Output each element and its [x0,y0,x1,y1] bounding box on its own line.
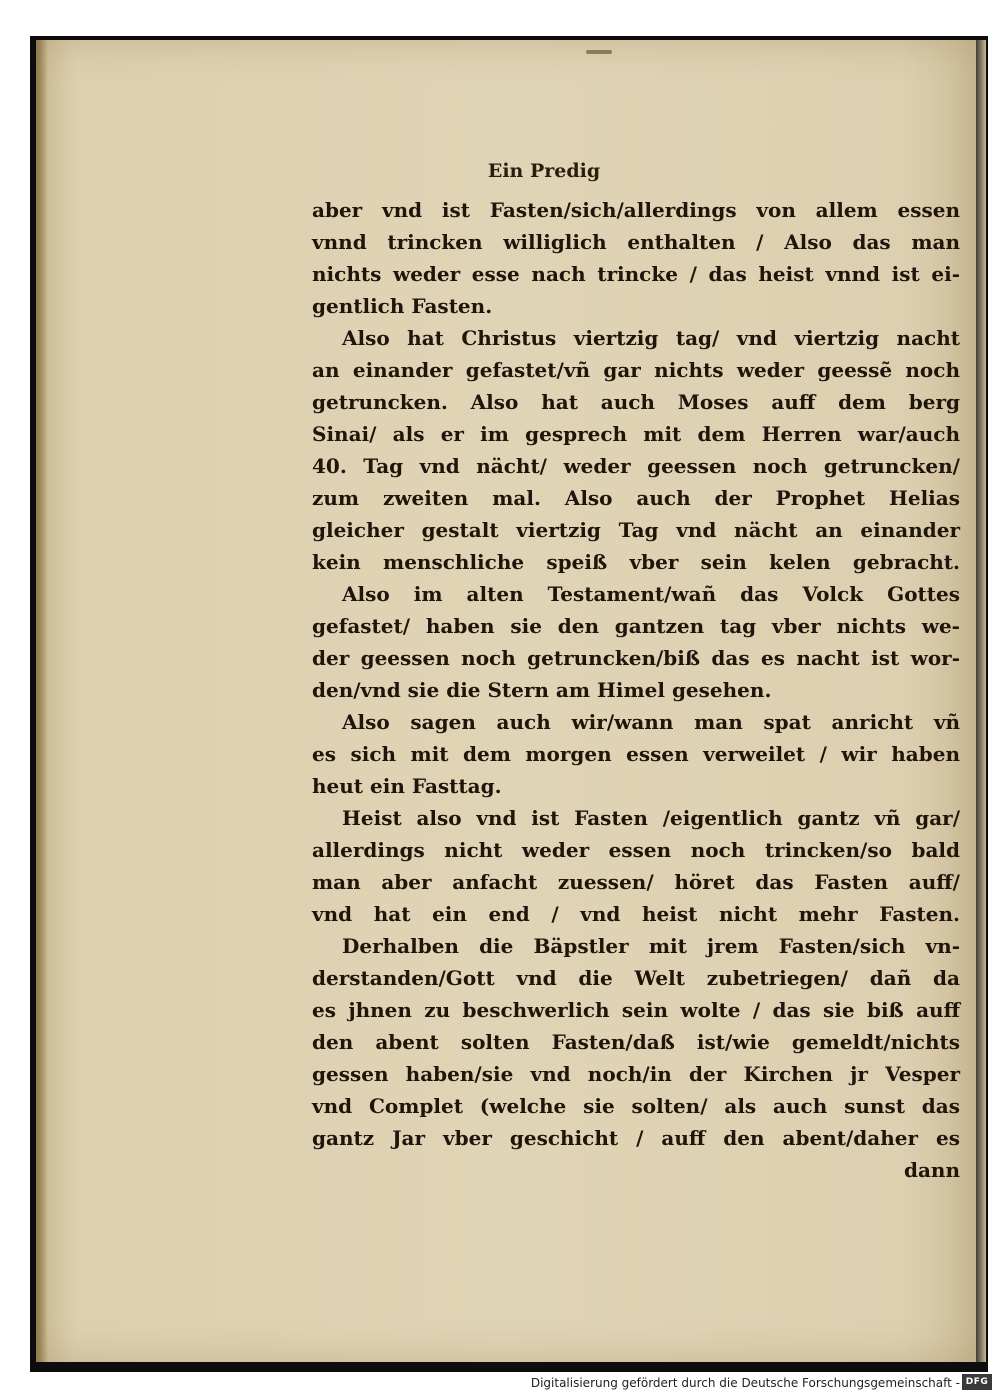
text-line: vnd hat ein end / vnd heist nicht mehr Fasten. [312,902,960,926]
running-head [0,160,1000,182]
text-line: gantz Jar vber geschicht / auff den abent/daher es [312,1126,960,1150]
text-line: vnd Complet (welche sie solten/ als auch sunst das [312,1094,960,1118]
text-line: nichts weder esse nach trincke / das heist vnnd ist ei- [312,262,960,286]
text-line: den abent solten Fasten/daß ist/wie gemeldt/nichts [312,1030,960,1054]
text-line: an einander gefastet/vñ gar nichts weder geessẽ noch [312,358,960,382]
text-line: Also sagen auch wir/wann man spat anricht vñ [342,710,960,734]
text-line: Derhalben die Bäpstler mit jrem Fasten/sich vn- [342,934,960,958]
text-line: es sich mit dem morgen essen verweilet / wir haben [312,742,960,766]
text-line: es jhnen zu beschwerlich sein wolte / das sie biß auff [312,998,960,1022]
text-line: Also im alten Testament/wañ das Volck Gottes [342,582,960,606]
page-gutter-shadow [36,40,48,1362]
catchword: dann [903,1158,960,1182]
text-line: heut ein Fasttag. [312,774,502,798]
text-line: den/vnd sie die Stern am Himel gesehen. [312,678,772,702]
text-line: kein menschliche speiß vber sein kelen gebracht. [312,550,960,574]
text-line: gleicher gestalt viertzig Tag vnd nächt an einander [312,518,960,542]
running-head-text: Ein Predig [487,160,601,182]
page-edge [972,40,986,1362]
text-line: Sinai/ als er im gesprech mit dem Herren war/auch [312,422,960,446]
text-line: Heist also vnd ist Fasten /eigentlich gantz vñ gar/ [342,806,960,830]
text-line: gessen haben/sie vnd noch/in der Kirchen jr Vesper [312,1062,960,1086]
text-line: gefastet/ haben sie den gantzen tag vber nichts we- [312,614,960,638]
text-line: getruncken. Also hat auch Moses auff dem berg [312,390,960,414]
text-line: der geessen noch getruncken/biß das es nacht ist wor- [312,646,960,670]
text-line: Also hat Christus viertzig tag/ vnd viertzig nacht [342,326,960,350]
text-line: derstanden/Gott vnd die Welt zubetriegen/ dañ da [312,966,960,990]
text-line: allerdings nicht weder essen noch trincken/so bald [312,838,960,862]
body-text [312,194,960,1186]
text-line: man aber anfacht zuessen/ höret das Fasten auff/ [312,870,960,894]
ink-mark [586,50,612,54]
funding-credit: Digitalisierung gefördert durch die Deutsche Forschungsgemeinschaft - [530,1376,960,1390]
text-line: aber vnd ist Fasten/sich/allerdings von allem essen [312,198,960,222]
text-line: 40. Tag vnd nächt/ weder geessen noch getruncken/ [312,454,960,478]
text-line: vnnd trincken williglich enthalten / Also das man [312,230,960,254]
text-line: gentlich Fasten. [312,294,493,318]
text-line: zum zweiten mal. Also auch der Prophet Helias [312,486,960,510]
dfg-logo: DFG [962,1374,992,1390]
